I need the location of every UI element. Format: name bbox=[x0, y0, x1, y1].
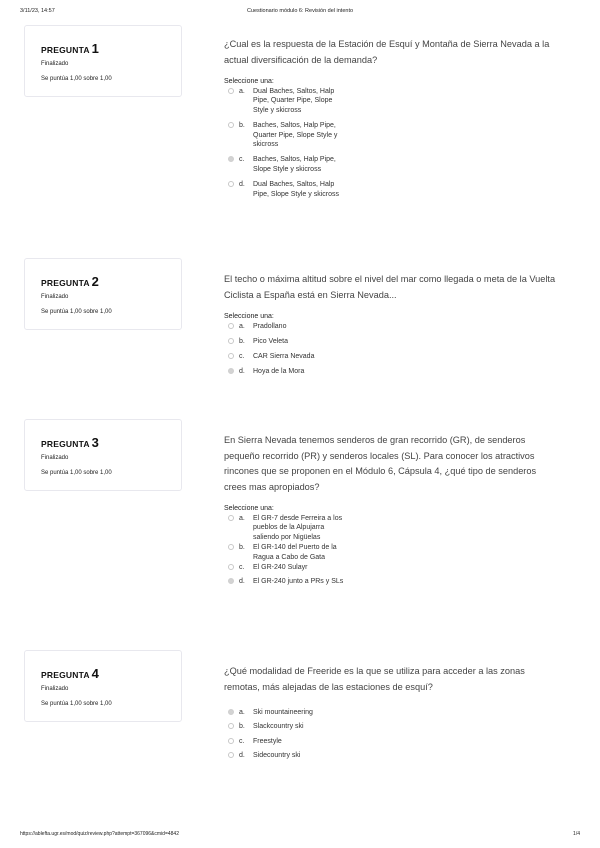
radio-icon[interactable] bbox=[228, 122, 234, 128]
question-number: PREGUNTA 1 bbox=[41, 41, 100, 56]
select-prompt: Seleccione una: bbox=[224, 313, 274, 320]
answer-option-d[interactable]: d. El GR-240 junto a PRs y SLs bbox=[224, 577, 559, 586]
question-text: ¿Qué modalidad de Freeride es la que se utiliza para acceder a las zonas remotas, más alejadas de las estaciones de esquí? bbox=[224, 666, 525, 692]
radio-checked-icon[interactable] bbox=[228, 156, 234, 162]
answer-option-a[interactable]: a. Dual Baches, Saltos, Halp Pipe, Quarter Pipe, Slope Style y skicross bbox=[224, 87, 559, 115]
print-url: https://ablefta.ugr.es/mod/quiz/review.php?attempt=367096&cmid=4842 bbox=[20, 831, 179, 837]
answer-option-a[interactable]: a. Ski mountaineering bbox=[224, 708, 559, 717]
answer-option-c[interactable]: c. Baches, Saltos, Halp Pipe, Slope Style y skicross bbox=[224, 155, 559, 174]
answer-option-a[interactable]: a. Pradollano bbox=[224, 322, 559, 331]
answer-option-b[interactable]: b. El GR-140 del Puerto de la Ragua a Cabo de Gata bbox=[224, 543, 559, 562]
radio-icon[interactable] bbox=[228, 738, 234, 744]
answer-list bbox=[224, 708, 559, 761]
question-state: Finalizado bbox=[41, 686, 69, 692]
answer-option-b[interactable]: b. Pico Veleta bbox=[224, 337, 559, 346]
radio-icon[interactable] bbox=[228, 752, 234, 758]
radio-checked-icon[interactable] bbox=[228, 578, 234, 584]
answer-option-a[interactable]: a. El GR-7 desde Ferreira a los pueblos de la Alpujarra saliendo por Nigüelas bbox=[224, 514, 559, 542]
answer-list bbox=[224, 514, 559, 587]
radio-checked-icon[interactable] bbox=[228, 368, 234, 374]
question-grade: Se puntúa 1,00 sobre 1,00 bbox=[41, 309, 112, 315]
radio-icon[interactable] bbox=[228, 515, 234, 521]
radio-icon[interactable] bbox=[228, 723, 234, 729]
answer-option-c[interactable]: c. El GR-240 Sulayr bbox=[224, 563, 559, 572]
select-prompt: Seleccione una: bbox=[224, 78, 274, 85]
question-state: Finalizado bbox=[41, 455, 69, 461]
radio-icon[interactable] bbox=[228, 88, 234, 94]
question-number: PREGUNTA 2 bbox=[41, 274, 100, 289]
radio-checked-icon[interactable] bbox=[228, 709, 234, 715]
answer-option-d[interactable]: d. Dual Baches, Saltos, Halp Pipe, Slope Style y skicross bbox=[224, 180, 559, 199]
question-grade: Se puntúa 1,00 sobre 1,00 bbox=[41, 701, 112, 707]
radio-icon[interactable] bbox=[228, 544, 234, 550]
answer-option-b[interactable]: b. Baches, Saltos, Halp Pipe, Quarter Pipe, Slope Style y skicross bbox=[224, 121, 559, 149]
question-info-card bbox=[24, 258, 182, 330]
answer-option-b[interactable]: b. Slackcountry ski bbox=[224, 722, 559, 731]
question-info-card bbox=[24, 650, 182, 722]
answer-list bbox=[224, 322, 559, 376]
print-date: 3/11/23, 14:57 bbox=[20, 8, 55, 14]
question-info-card bbox=[24, 419, 182, 491]
radio-icon[interactable] bbox=[228, 181, 234, 187]
radio-icon[interactable] bbox=[228, 353, 234, 359]
question-grade: Se puntúa 1,00 sobre 1,00 bbox=[41, 76, 112, 82]
question-number: PREGUNTA 3 bbox=[41, 435, 100, 450]
radio-icon[interactable] bbox=[228, 338, 234, 344]
question-grade: Se puntúa 1,00 sobre 1,00 bbox=[41, 470, 112, 476]
answer-option-c[interactable]: c. Freestyle bbox=[224, 737, 559, 746]
question-number: PREGUNTA 4 bbox=[41, 666, 100, 681]
answer-option-c[interactable]: c. CAR Sierra Nevada bbox=[224, 352, 559, 361]
question-state: Finalizado bbox=[41, 61, 69, 67]
radio-icon[interactable] bbox=[228, 564, 234, 570]
answer-list bbox=[224, 87, 559, 199]
page-number: 1/4 bbox=[573, 831, 580, 837]
answer-option-d[interactable]: d. Hoya de la Mora bbox=[224, 367, 559, 376]
question-text: ¿Cual es la respuesta de la Estación de Esquí y Montaña de Sierra Nevada a la actual diversificación de la demanda? bbox=[224, 39, 550, 65]
print-title: Cuestionario módulo 6: Revisión del intento bbox=[246, 8, 354, 14]
question-info-card bbox=[24, 25, 182, 97]
radio-icon[interactable] bbox=[228, 323, 234, 329]
question-text: En Sierra Nevada tenemos senderos de gran recorrido (GR), de senderos pequeño recorrido (PR) y senderos locales (SL). Para conocer los atractivos rincones que se proponen en el Módulo 6, Cápsula 4, ¿qué tipo de senderos crees mas apropiados? bbox=[224, 435, 537, 492]
select-prompt: Seleccione una: bbox=[224, 505, 274, 512]
answer-option-d[interactable]: d. Sidecountry ski bbox=[224, 751, 559, 760]
question-text: El techo o máxima altitud sobre el nivel del mar como llegada o meta de la Vuelta Ciclista a España está en Sierra Nevada... bbox=[224, 274, 556, 300]
question-state: Finalizado bbox=[41, 294, 69, 300]
